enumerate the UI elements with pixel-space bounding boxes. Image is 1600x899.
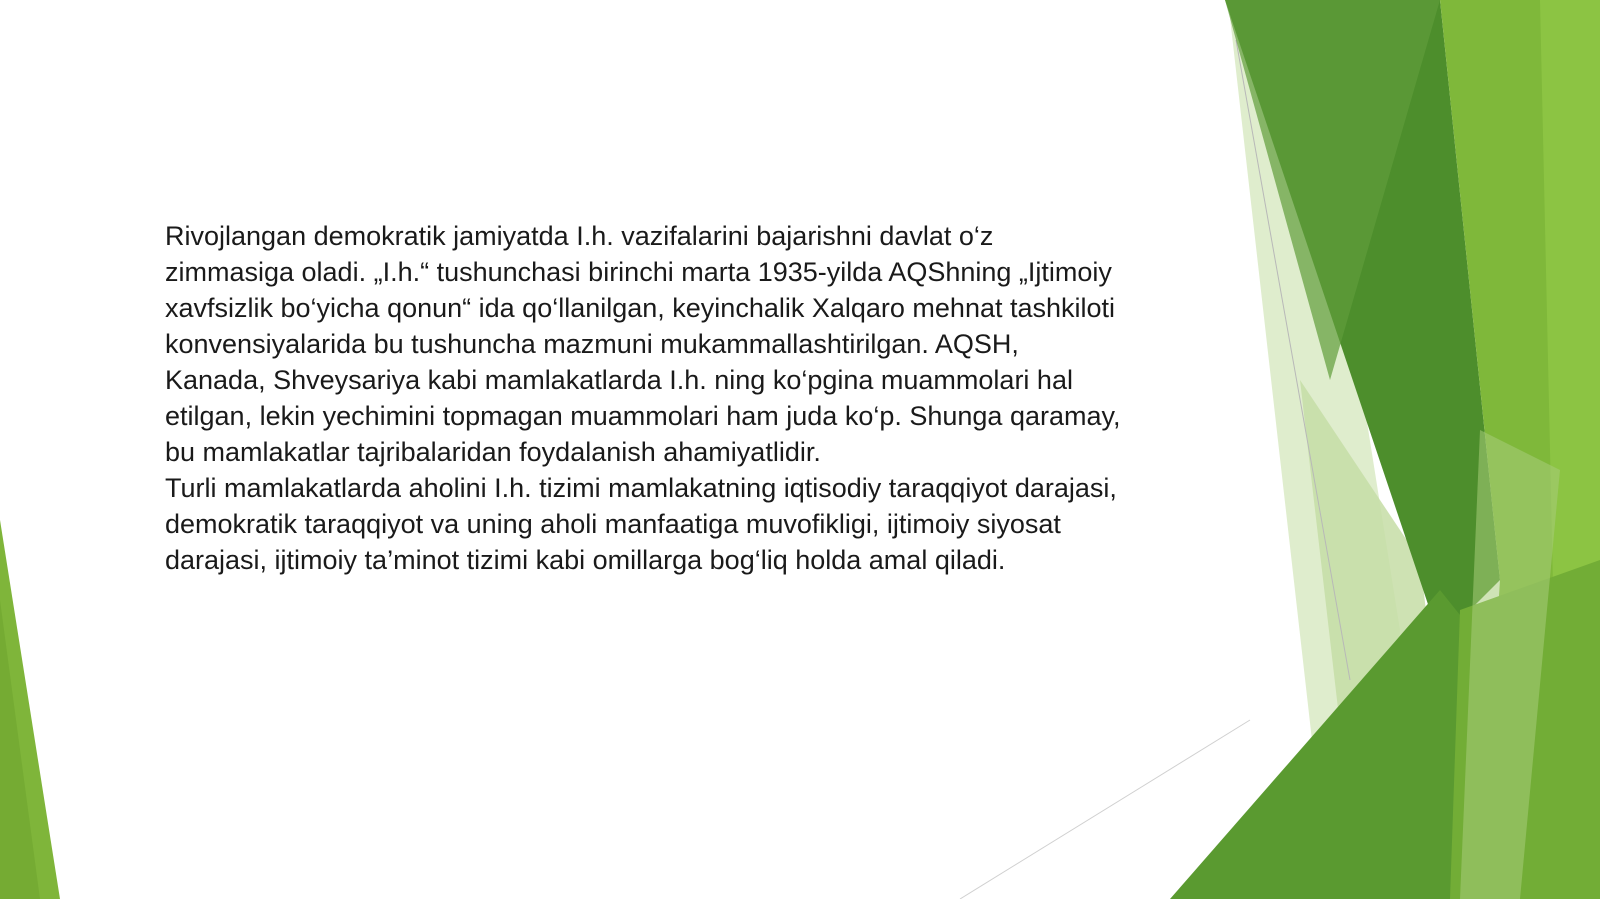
paragraph-2: Turli mamlakatlarda aholini I.h. tizimi mamlakatning iqtisodiy taraqqiyot darajasi, demokratik taraqqiyot va uning aholi manfaatiga muvofikligi, ijtimoiy siyosat darajasi, ijtimoiy ta’minot tizimi kabi omillarga bog‘liq holda amal qiladi. — [165, 473, 1117, 575]
slide-body-text — [165, 218, 1125, 578]
paragraph-1: Rivojlangan demokratik jamiyatda I.h. vazifalarini bajarishni davlat o‘z zimmasiga oladi. „I.h.“ tushunchasi birinchi marta 1935-yilda AQShning „Ijtimoiy xavfsizlik bo‘yicha qonun“ ida qo‘llanilgan, keyinchalik Xalqaro mehnat tashkiloti konvensiyalarida bu tushuncha mazmuni mukammallashtirilgan. AQSH, Kanada, Shveysariya kabi mamlakatlarda I.h. ning ko‘pgina muammolari hal etilgan, lekin yechimini topmagan muammolari ham juda ko‘p. Shunga qaramay, bu mamlakatlar tajribalaridan foydalanish ahamiyatlidir. — [165, 221, 1121, 467]
